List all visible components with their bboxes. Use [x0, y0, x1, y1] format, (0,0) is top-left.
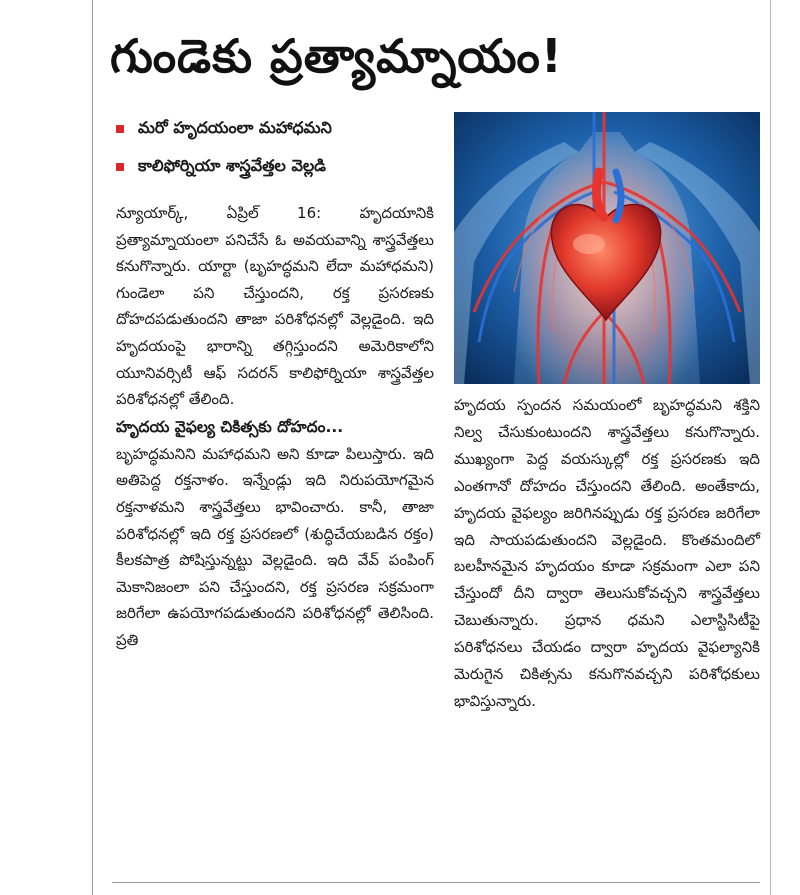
heart-illustration-image [454, 112, 760, 384]
bullet-item [116, 148, 446, 186]
body-paragraph: హృదయ స్పందన సమయంలో బృహద్ధమని శక్తిని నిల్వ చేసుకుంటుందని శాస్త్రవేత్తలు కనుగొన్నారు. ముఖ్యంగా పెద్ద వయస్కుల్లో రక్త ప్రసరణకు ఇది ఎంతగానో దోహదం చేస్తుందని తేలింది. అంతేకాదు, హృదయ వైఫల్యం జరిగినప్పుడు రక్త ప్రసరణ జరిగేలా ఇది సాయపడుతుందని వెల్లడైంది. కొంతమందిలో బలహీనమైన హృదయం కూడా సక్రమంగా ఎలా పని చేస్తుందో దీని ద్వారా తెలుసుకోవచ్చని శాస్త్రవేత్తలు చెబుతున్నారు. ప్రధాన ధమని ఎలాస్టిసిటీపై పరిశోధనలు చేయడం ద్వారా హృదయ వైఫల్యానికి మెరుగైన చికిత్సను కనుగొనవచ్చని పరిశోధకులు భావిస్తున్నారు. [454, 396, 760, 710]
left-column [116, 200, 434, 654]
subheading: హృదయ వైఫల్య చికిత్సకు దోహదం... [116, 417, 344, 436]
clipping-left-border [92, 0, 93, 895]
bullet-square-icon [116, 125, 124, 133]
bullet-text: కాలిఫోర్నియా శాస్త్రవేత్తల వెల్లడి [138, 155, 327, 175]
bottom-divider [112, 882, 760, 883]
bullet-text: మరో హృదయంలా మహాధమని [138, 117, 332, 137]
bullet-list [116, 110, 446, 186]
bullet-item [116, 110, 446, 148]
right-column [454, 392, 760, 715]
bullet-square-icon [116, 163, 124, 171]
clipping-right-border [770, 0, 771, 895]
body-paragraph: న్యూయార్క్, ఏప్రిల్ 16: హృదయానికి ప్రత్యామ్నాయంలా పనిచేసే ఓ అవయవాన్ని శాస్త్రవేత్తలు కనుగొన్నారు. యార్టా (బృహద్ధమని లేదా మహాధమని) గుండెలా పని చేస్తుందని, రక్త ప్రసరణకు దోహదపడుతుందని తాజా పరిశోధనల్లో వెల్లడైంది. ఇది హృదయంపై భారాన్ని తగ్గిస్తుందని అమెరికాలోని యూనివర్సిటీ ఆఫ్ సదరన్ కాలిఫోర్నియా శాస్త్రవేత్తల పరిశోధనల్లో తేలింది. [116, 204, 434, 409]
headline: గుండెకు ప్రత్యామ్నాయం! [110, 29, 563, 83]
heart-circulation-illustration [454, 112, 760, 384]
body-paragraph: బృహద్ధమనిని మహాధమని అని కూడా పిలుస్తారు. ఇది అతిపెద్ద రక్తనాళం. ఇన్నేండ్లు ఇది నిరుపయోగమైన రక్తనాళమని శాస్త్రవేత్తలు భావించారు. కానీ, తాజా పరిశోధనల్లో ఇది రక్త ప్రసరణలో (శుద్ధిచేయబడిన రక్తం) కీలకపాత్ర పోషిస్తున్నట్టు వెల్లడైంది. ఇది వేవ్ పంపింగ్ మెకానిజంలా పని చేస్తుందని, రక్త ప్రసరణ సక్రమంగా జరిగేలా ఉపయోగపడుతుందని పరిశోధనల్లో తెలిసింది. ప్రతి [116, 444, 434, 649]
